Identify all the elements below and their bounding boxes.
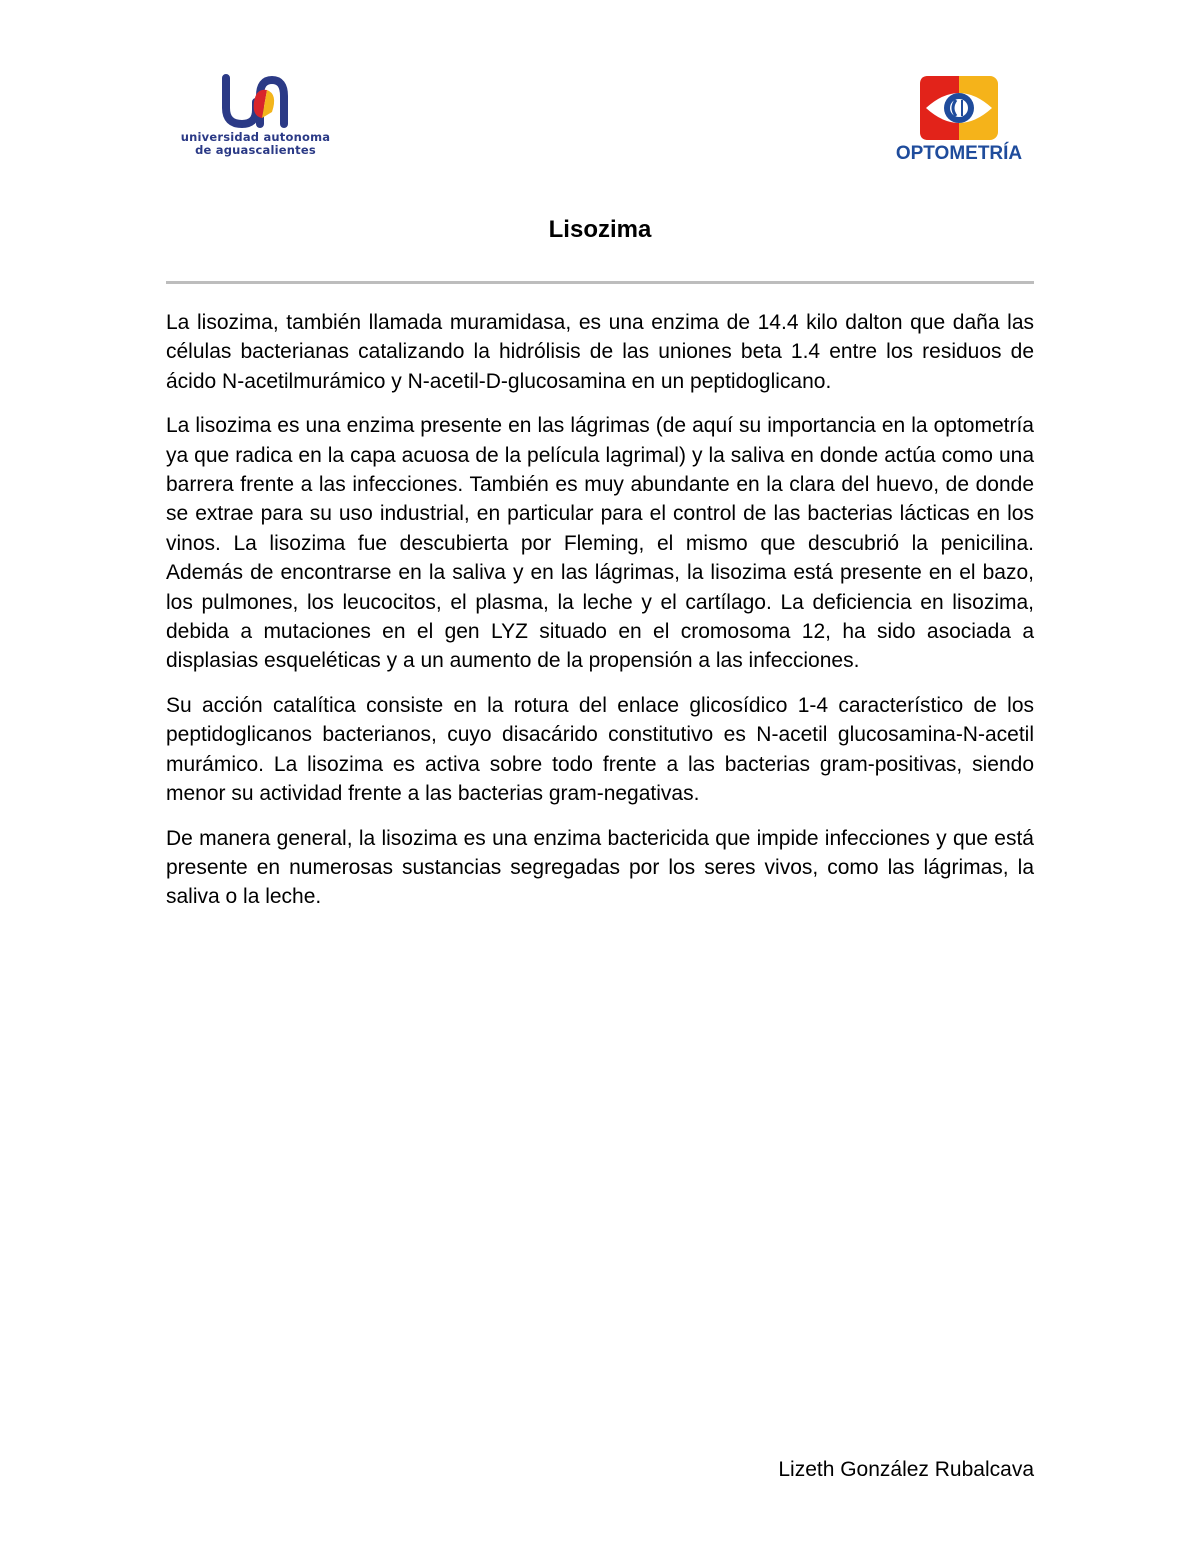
document-body — [166, 308, 1034, 927]
title-divider — [166, 281, 1034, 284]
page-header — [0, 0, 1200, 190]
paragraph-1: La lisozima, también llamada muramidasa, es una enzima de 14.4 kilo dalton que daña las células bacterianas catalizando la hidrólisis de las uniones beta 1.4 entre los residuos de ácido N-acetilmurámico y N-acetil-D-glucosamina en un peptidoglicano. — [166, 311, 1034, 393]
paragraph-2: La lisozima es una enzima presente en las lágrimas (de aquí su importancia en la optometría ya que radica en la capa acuosa de la película lagrimal) y la saliva en donde actúa como una barrera frente a las infecciones. También es muy abundante en la clara del huevo, de donde se extrae para su uso industrial, en particular para el control de las bacterias lácticas en los vinos. La lisozima fue descubierta por Fleming, el mismo que descubrió la penicilina. Además de encontrarse en la saliva y en las lágrimas, la lisozima está presente en el bazo, los pulmones, los leucocitos, el plasma, la leche y el cartílago. La deficiencia en lisozima, debida a mutaciones en el gen LYZ situado en el cromosoma 12, ha sido asociada a displasias esqueléticas y a un aumento de la propensión a las infecciones. — [166, 414, 1034, 673]
document-title: Lisozima — [548, 216, 652, 243]
university-name-line1: universidad autonoma — [180, 130, 331, 144]
eye-icon — [920, 76, 998, 140]
university-emblem-icon — [168, 72, 343, 130]
author-name: Lizeth González Rubalcava — [778, 1458, 1034, 1481]
university-logo — [168, 72, 343, 162]
optometria-label: OPTOMETRÍA — [895, 143, 1023, 164]
university-name-line2: de aguascalientes — [195, 143, 316, 157]
paragraph-4: De manera general, la lisozima es una enzima bactericida que impide infecciones y que está presente en numerosas sustancias segregadas por los seres vivos, como las lágrimas, la saliva o la leche. — [166, 826, 1034, 909]
paragraph-3: Su acción catalítica consiste en la rotura del enlace glicosídico 1-4 característico de los peptidoglicanos bacterianos, cuyo disacárido constitutivo es N-acetil glucosamina-N-acetil murámico. La lisozima es activa sobre todo frente a las bacterias gram-positivas, siendo menor su actividad frente a las bacterias gram-negativas. — [166, 693, 1034, 806]
university-name — [168, 131, 343, 157]
optometria-logo — [884, 76, 1034, 168]
